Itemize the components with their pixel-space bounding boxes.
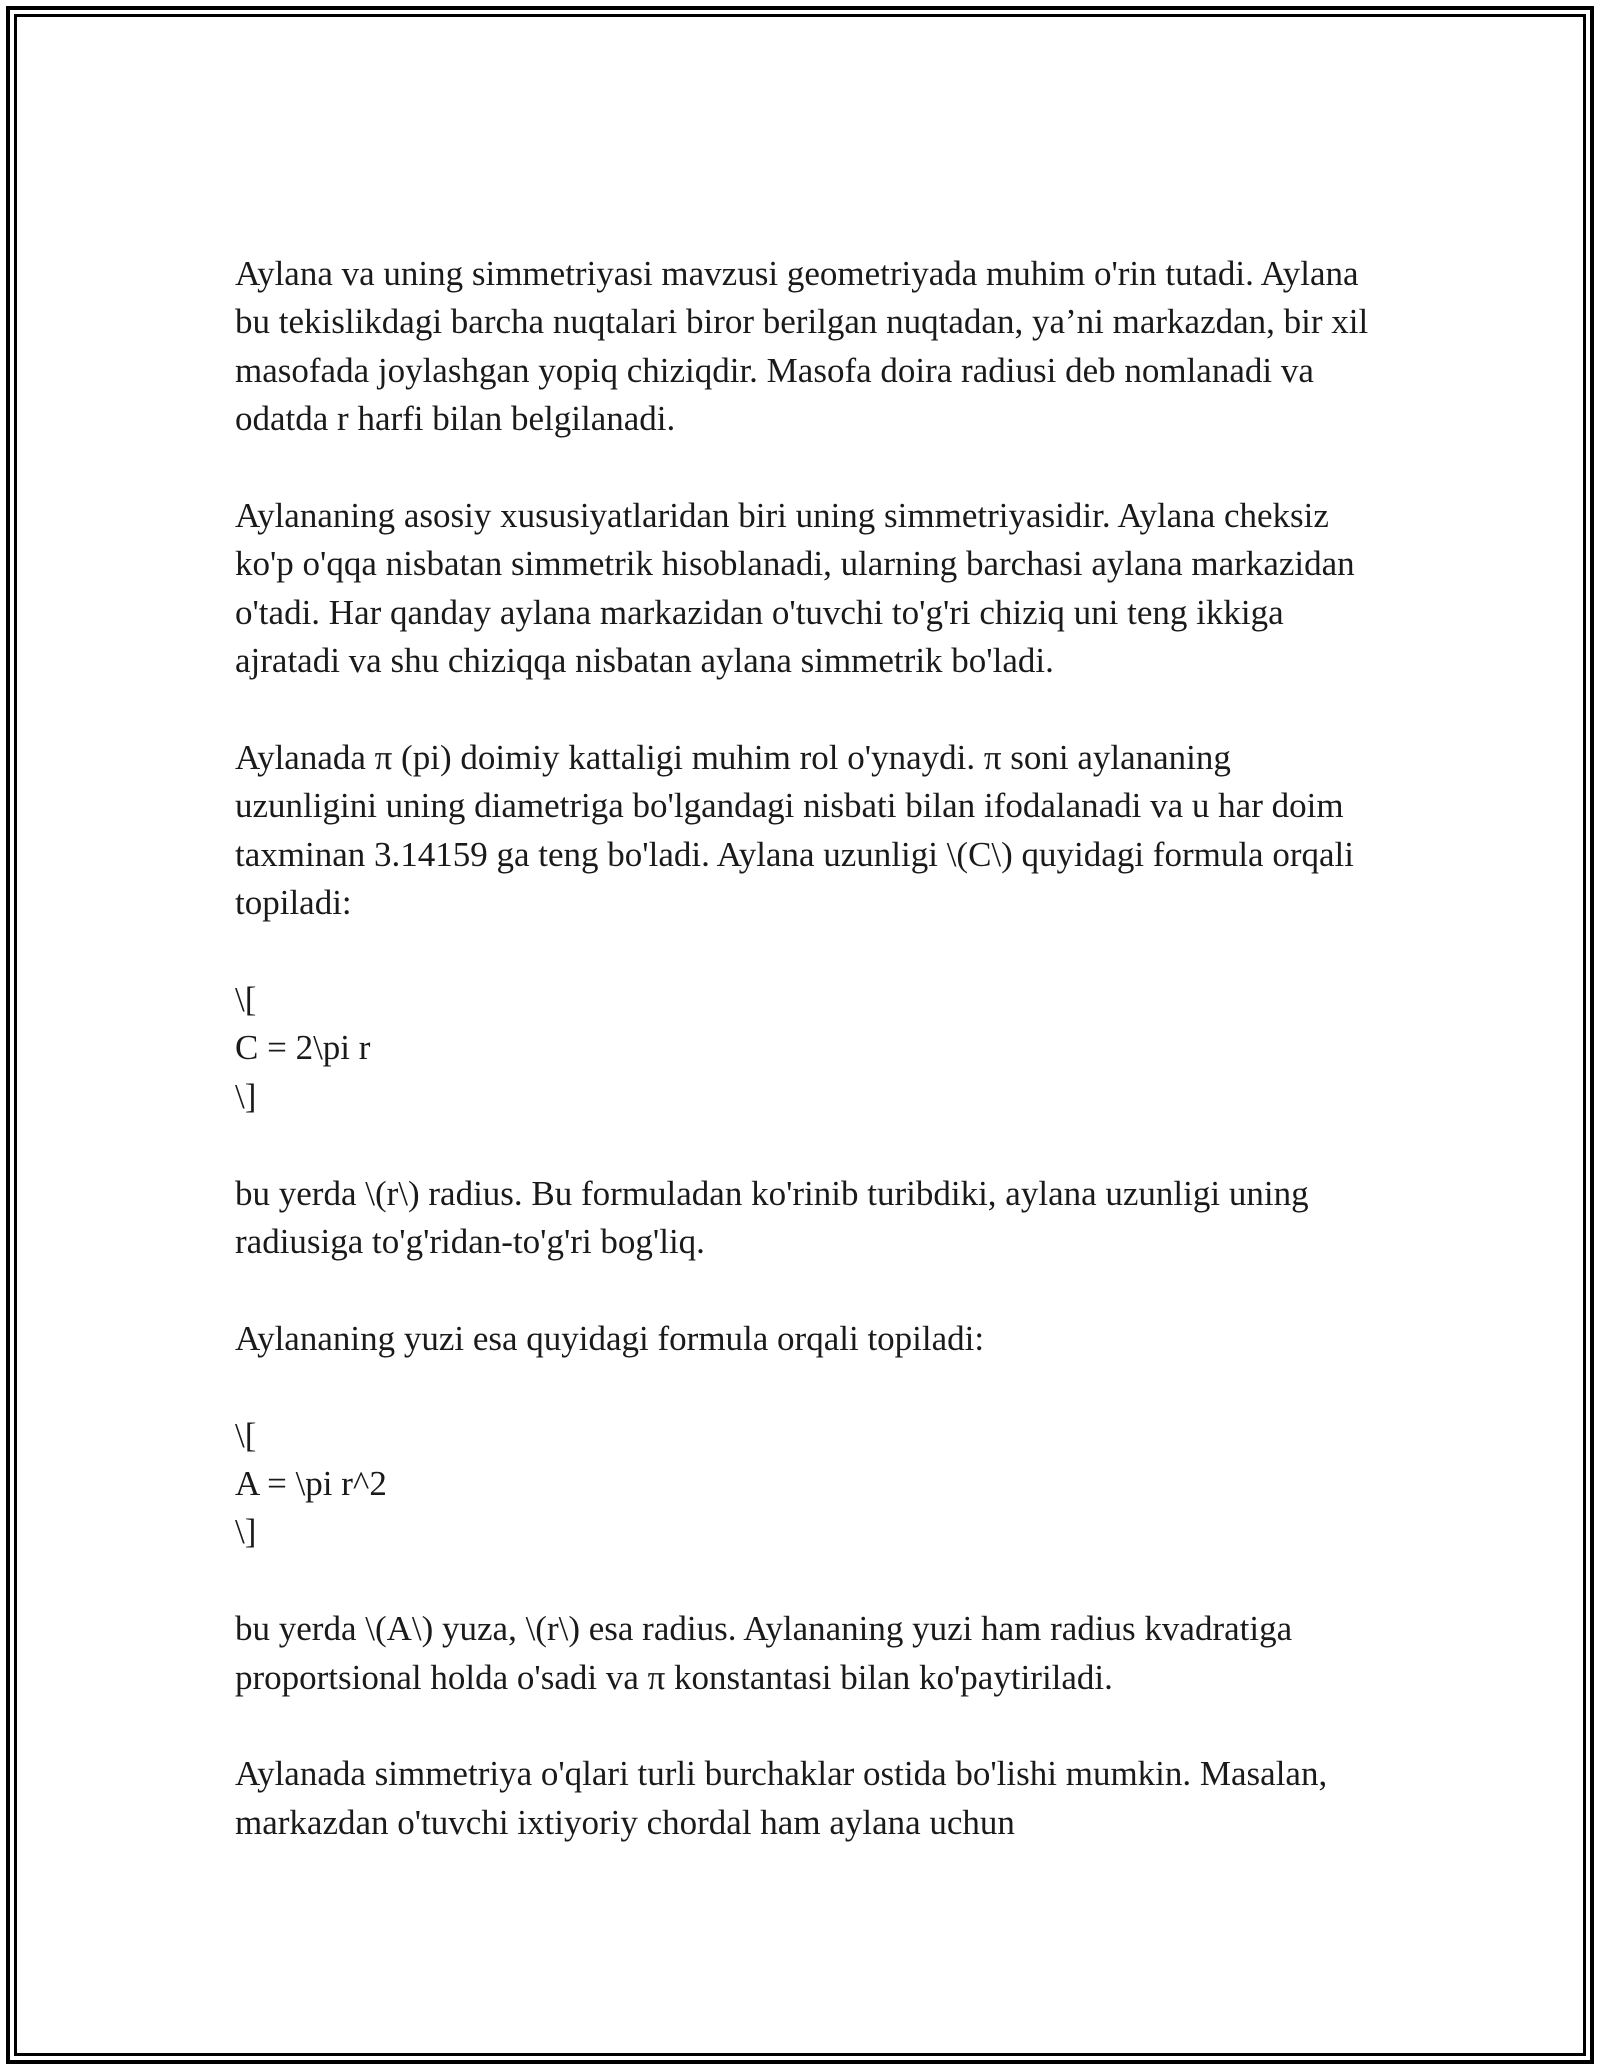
formula-circumference: \[ C = 2\pi r \] [235, 980, 371, 1116]
paragraph-area-note: bu yerda \(A\) yuza, \(r\) esa radius. Aylananing yuzi ham radius kvadratiga proportsional holda o'sadi va π konstantasi bilan ko'paytiriladi. [235, 1609, 1293, 1697]
paragraph-circle-definition: Aylana va uning simmetriyasi mavzusi geometriyada muhim o'rin tutadi. Aylana bu tekislikdagi barcha nuqtalari biror berilgan nuqtadan, ya’ni markazdan, bir xil masofada joylashgan yopiq chiziqdir. Masofa doira radiusi deb nomlanadi va odatda r harfi bilan belgilanadi. [235, 254, 1369, 439]
paragraph-symmetry-axes: Aylanada simmetriya o'qlari turli burchaklar ostida bo'lishi mumkin. Masalan, markazdan o'tuvchi ixtiyoriy chordal ham aylana uchun [235, 1754, 1328, 1842]
paragraph-symmetry: Aylananing asosiy xususiyatlaridan biri uning simmetriyasidir. Aylana cheksiz ko'p o'qqa nisbatan simmetrik hisoblanadi, ularning barchasi aylana markazidan o'tadi. Har qanday aylana markazidan o'tuvchi to'g'ri chiziq uni teng ikkiga ajratadi va shu chiziqqa nisbatan aylana simmetrik bo'ladi. [235, 496, 1355, 681]
document-body [235, 250, 1375, 1847]
paragraph-pi: Aylanada π (pi) doimiy kattaligi muhim rol o'ynaydi. π soni aylananing uzunligini uning diametriga bo'lgandagi nisbati bilan ifodalanadi va u har doim taxminan 3.14159 ga teng bo'ladi. Aylana uzunligi \(C\) quyidagi formula orqali topiladi: [235, 738, 1354, 923]
formula-area: \[ A = \pi r^2 \] [235, 1415, 387, 1552]
paragraph-area-intro: Aylananing yuzi esa quyidagi formula orqali topiladi: [235, 1318, 985, 1358]
paragraph-radius-note: bu yerda \(r\) radius. Bu formuladan ko'rinib turibdiki, aylana uzunligi uning radiusiga to'g'ridan-to'g'ri bog'liq. [235, 1173, 1309, 1262]
